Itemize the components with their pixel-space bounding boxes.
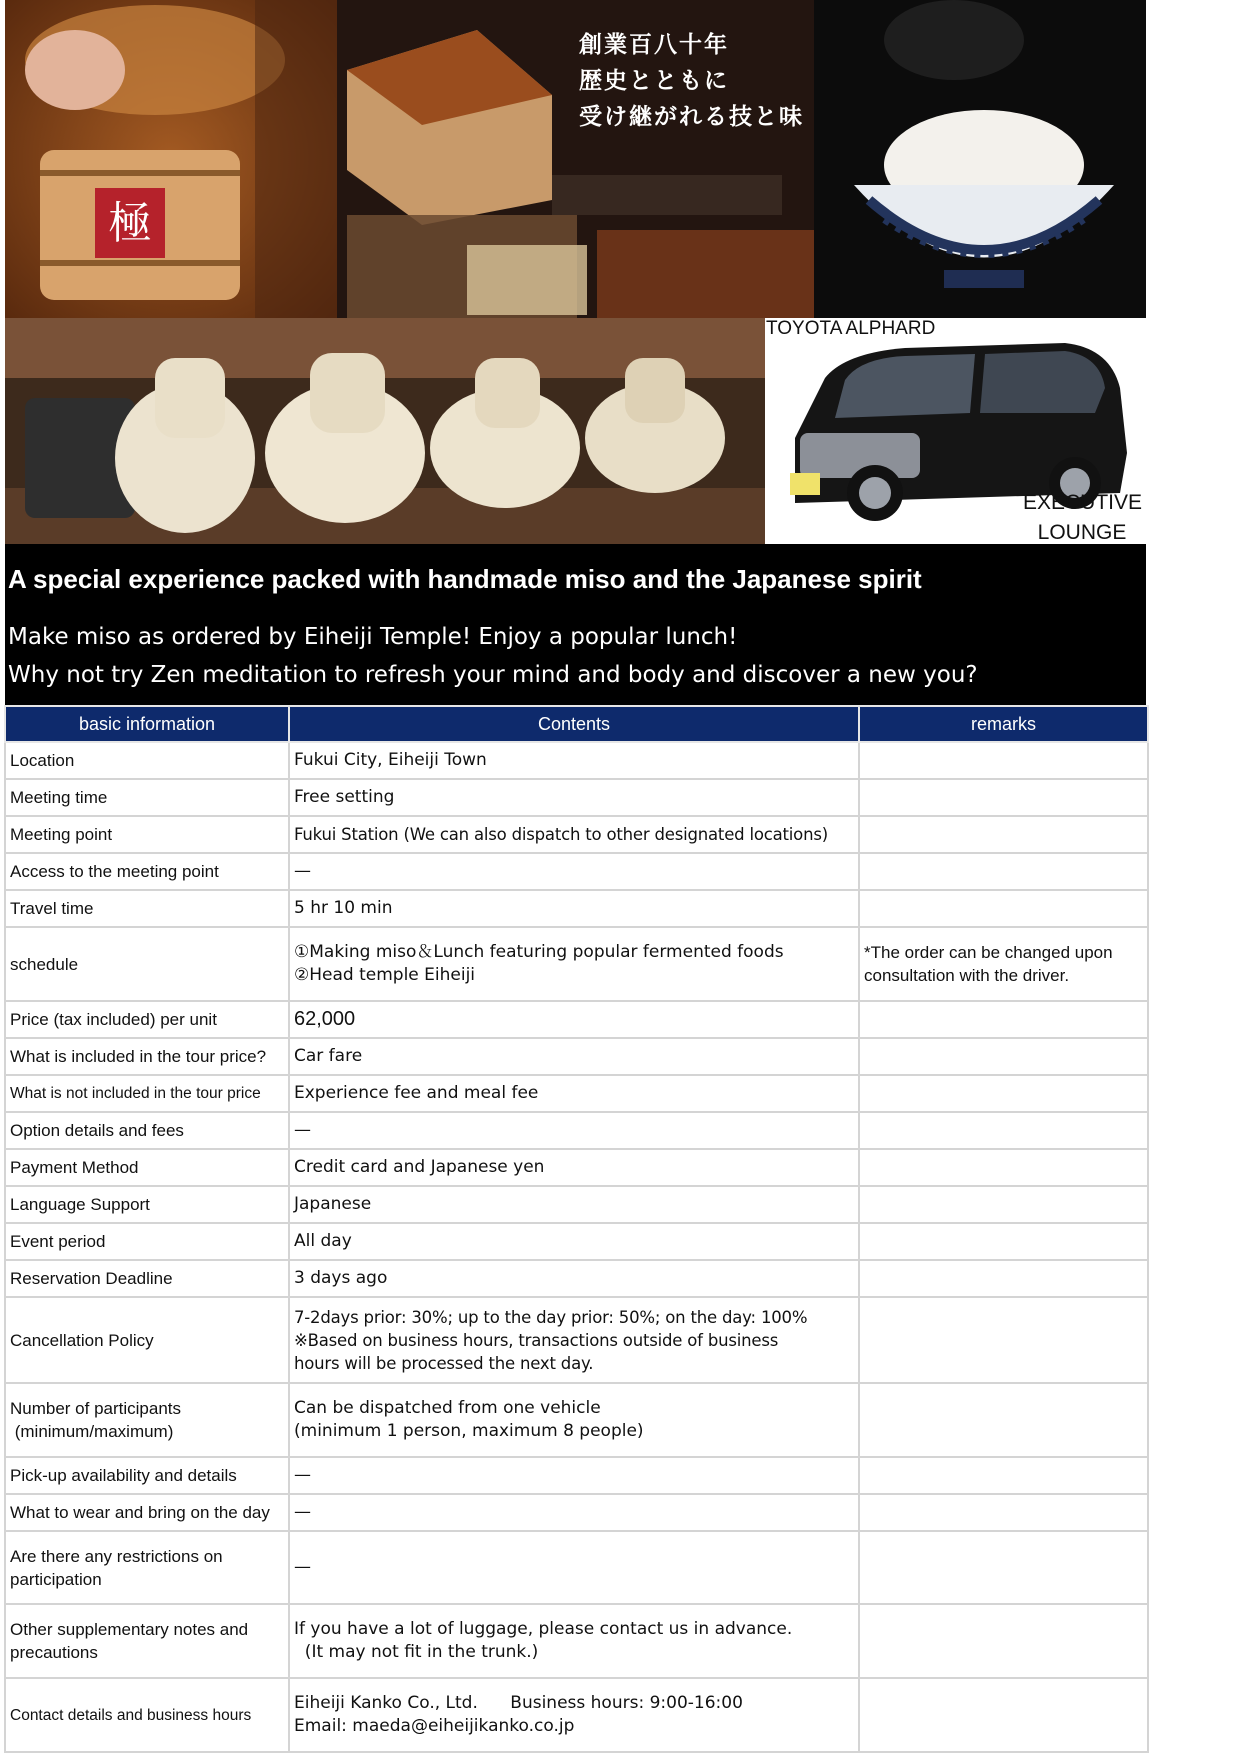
row-value: — xyxy=(289,853,859,890)
row-value: Car fare xyxy=(289,1038,859,1075)
intro-banner xyxy=(5,544,1146,706)
svg-text:極: 極 xyxy=(108,198,152,249)
row-remark xyxy=(859,742,1148,779)
row-remark xyxy=(859,1604,1148,1678)
table-row xyxy=(5,1260,1148,1297)
grade-line: LOUNGE xyxy=(1037,521,1127,544)
masu-caption xyxy=(579,27,804,135)
table-row xyxy=(5,890,1148,927)
header-basic-info: basic information xyxy=(5,706,289,742)
row-label: Location xyxy=(5,742,289,779)
row-value: Fukui City, Eiheiji Town xyxy=(289,742,859,779)
row-value xyxy=(289,1297,859,1383)
row-remark xyxy=(859,890,1148,927)
label-line: Are there any restrictions on xyxy=(10,1546,223,1566)
row-label: Price (tax included) per unit xyxy=(5,1001,289,1038)
row-label xyxy=(5,1604,289,1678)
tour-info-table xyxy=(4,705,1149,1753)
table-row xyxy=(5,1531,1148,1604)
table-row xyxy=(5,779,1148,816)
masu-box-photo xyxy=(337,0,814,318)
row-value xyxy=(289,927,859,1001)
row-remark xyxy=(859,1494,1148,1531)
car-interior-photo xyxy=(5,318,765,544)
table-row xyxy=(5,1223,1148,1260)
table-row xyxy=(5,816,1148,853)
row-remark xyxy=(859,1383,1148,1457)
row-label: schedule xyxy=(5,927,289,1001)
row-value: All day xyxy=(289,1223,859,1260)
row-value: Credit card and Japanese yen xyxy=(289,1149,859,1186)
row-value: 3 days ago xyxy=(289,1260,859,1297)
row-remark xyxy=(859,1186,1148,1223)
label-line: precautions xyxy=(10,1643,98,1662)
banner-line: Make miso as ordered by Eiheiji Temple! Enjoy a popular lunch! xyxy=(8,624,738,650)
row-remark xyxy=(859,1223,1148,1260)
row-remark xyxy=(859,927,1148,1001)
value-line: Can be dispatched from one vehicle xyxy=(294,1398,601,1418)
row-value: Free setting xyxy=(289,779,859,816)
row-label: Meeting time xyxy=(5,779,289,816)
row-remark xyxy=(859,1260,1148,1297)
table-row xyxy=(5,1297,1148,1383)
value-line: (minimum 1 person, maximum 8 people) xyxy=(294,1421,644,1441)
row-label: Travel time xyxy=(5,890,289,927)
label-line: (minimum/maximum) xyxy=(10,1422,174,1441)
caption-line: 創業百八十年 xyxy=(579,32,729,58)
vehicle-photo xyxy=(765,318,1146,544)
row-value: — xyxy=(289,1494,859,1531)
row-remark xyxy=(859,1038,1148,1075)
row-label: Pick-up availability and details xyxy=(5,1457,289,1494)
value-line: (It may not fit in the trunk.) xyxy=(294,1642,539,1662)
row-value: Fukui Station (We can also dispatch to other designated locations) xyxy=(289,816,859,853)
row-label: Event period xyxy=(5,1223,289,1260)
row-label xyxy=(5,1383,289,1457)
row-remark xyxy=(859,816,1148,853)
table-row xyxy=(5,1186,1148,1223)
label-line: participation xyxy=(10,1569,102,1589)
row-remark xyxy=(859,853,1148,890)
table-header-row xyxy=(5,706,1148,742)
table-row xyxy=(5,742,1148,779)
row-value: Experience fee and meal fee xyxy=(289,1075,859,1112)
value-line: ※Based on business hours, transactions outside of business xyxy=(294,1330,779,1350)
row-remark xyxy=(859,1297,1148,1383)
value-line: ②Head temple Eiheiji xyxy=(294,965,476,985)
row-label: Contact details and business hours xyxy=(5,1678,289,1752)
vehicle-model-label: TOYOTA ALPHARD xyxy=(766,318,936,339)
table-row xyxy=(5,1457,1148,1494)
row-label: Meeting point xyxy=(5,816,289,853)
header-contents: Contents xyxy=(289,706,859,742)
row-label: Payment Method xyxy=(5,1149,289,1186)
remark-line: *The order can be changed upon xyxy=(864,943,1113,962)
row-remark xyxy=(859,1149,1148,1186)
price-value: 62,000 xyxy=(289,1001,859,1038)
row-label xyxy=(5,1531,289,1604)
table-row xyxy=(5,927,1148,1001)
row-remark xyxy=(859,1678,1148,1752)
row-remark xyxy=(859,779,1148,816)
table-row xyxy=(5,1494,1148,1531)
row-value xyxy=(289,1678,859,1752)
row-value xyxy=(289,1604,859,1678)
caption-line: 受け継がれる技と味 xyxy=(579,104,804,130)
table-row xyxy=(5,1112,1148,1149)
table-row xyxy=(5,1604,1148,1678)
row-remark xyxy=(859,1112,1148,1149)
value-line: If you have a lot of luggage, please contact us in advance. xyxy=(294,1619,793,1639)
row-label: Cancellation Policy xyxy=(5,1297,289,1383)
table-row xyxy=(5,1678,1148,1752)
label-line: Other supplementary notes and xyxy=(10,1620,249,1639)
caption-line: 歴史とともに xyxy=(579,68,729,94)
header-remarks: remarks xyxy=(859,706,1148,742)
row-label: What to wear and bring on the day xyxy=(5,1494,289,1531)
row-label: Option details and fees xyxy=(5,1112,289,1149)
table-row xyxy=(5,1001,1148,1038)
row-remark xyxy=(859,1001,1148,1038)
row-value: 5 hr 10 min xyxy=(289,890,859,927)
row-label: What is included in the tour price? xyxy=(5,1038,289,1075)
table-row xyxy=(5,1149,1148,1186)
row-label: Reservation Deadline xyxy=(5,1260,289,1297)
banner-title: A special experience packed with handmade miso and the Japanese spirit xyxy=(8,564,922,594)
remark-line: consultation with the driver. xyxy=(864,966,1070,985)
table-row xyxy=(5,1038,1148,1075)
row-value xyxy=(289,1383,859,1457)
row-label: Language Support xyxy=(5,1186,289,1223)
table-row xyxy=(5,853,1148,890)
table-row xyxy=(5,1075,1148,1112)
row-remark xyxy=(859,1531,1148,1604)
row-remark xyxy=(859,1075,1148,1112)
row-label: Access to the meeting point xyxy=(5,853,289,890)
row-value: Japanese xyxy=(289,1186,859,1223)
email-line: Email: maeda@eiheijikanko.co.jp xyxy=(294,1716,575,1736)
grade-line: EXECUTIVE xyxy=(1023,491,1143,514)
table-row xyxy=(5,1383,1148,1457)
vehicle-grade-label xyxy=(1023,488,1141,544)
row-value: — xyxy=(289,1457,859,1494)
rice-bowl-photo xyxy=(814,0,1146,318)
value-line: hours will be processed the next day. xyxy=(294,1353,594,1373)
row-label: What is not included in the tour price xyxy=(5,1075,289,1112)
value-line: Eiheiji Kanko Co., Ltd. Business hours: 9:00-16:00 xyxy=(294,1693,743,1713)
miso-bucket-photo xyxy=(5,0,337,318)
value-line: ①Making miso＆Lunch featuring popular fermented foods xyxy=(294,942,784,962)
row-value: — xyxy=(289,1112,859,1149)
banner-line: Why not try Zen meditation to refresh your mind and body and discover a new you? xyxy=(8,662,978,688)
value-line: 7-2days prior: 30%; up to the day prior: 50%; on the day: 100% xyxy=(294,1307,808,1327)
row-remark xyxy=(859,1457,1148,1494)
label-line: Number of participants xyxy=(10,1399,182,1418)
row-value: — xyxy=(289,1531,859,1604)
